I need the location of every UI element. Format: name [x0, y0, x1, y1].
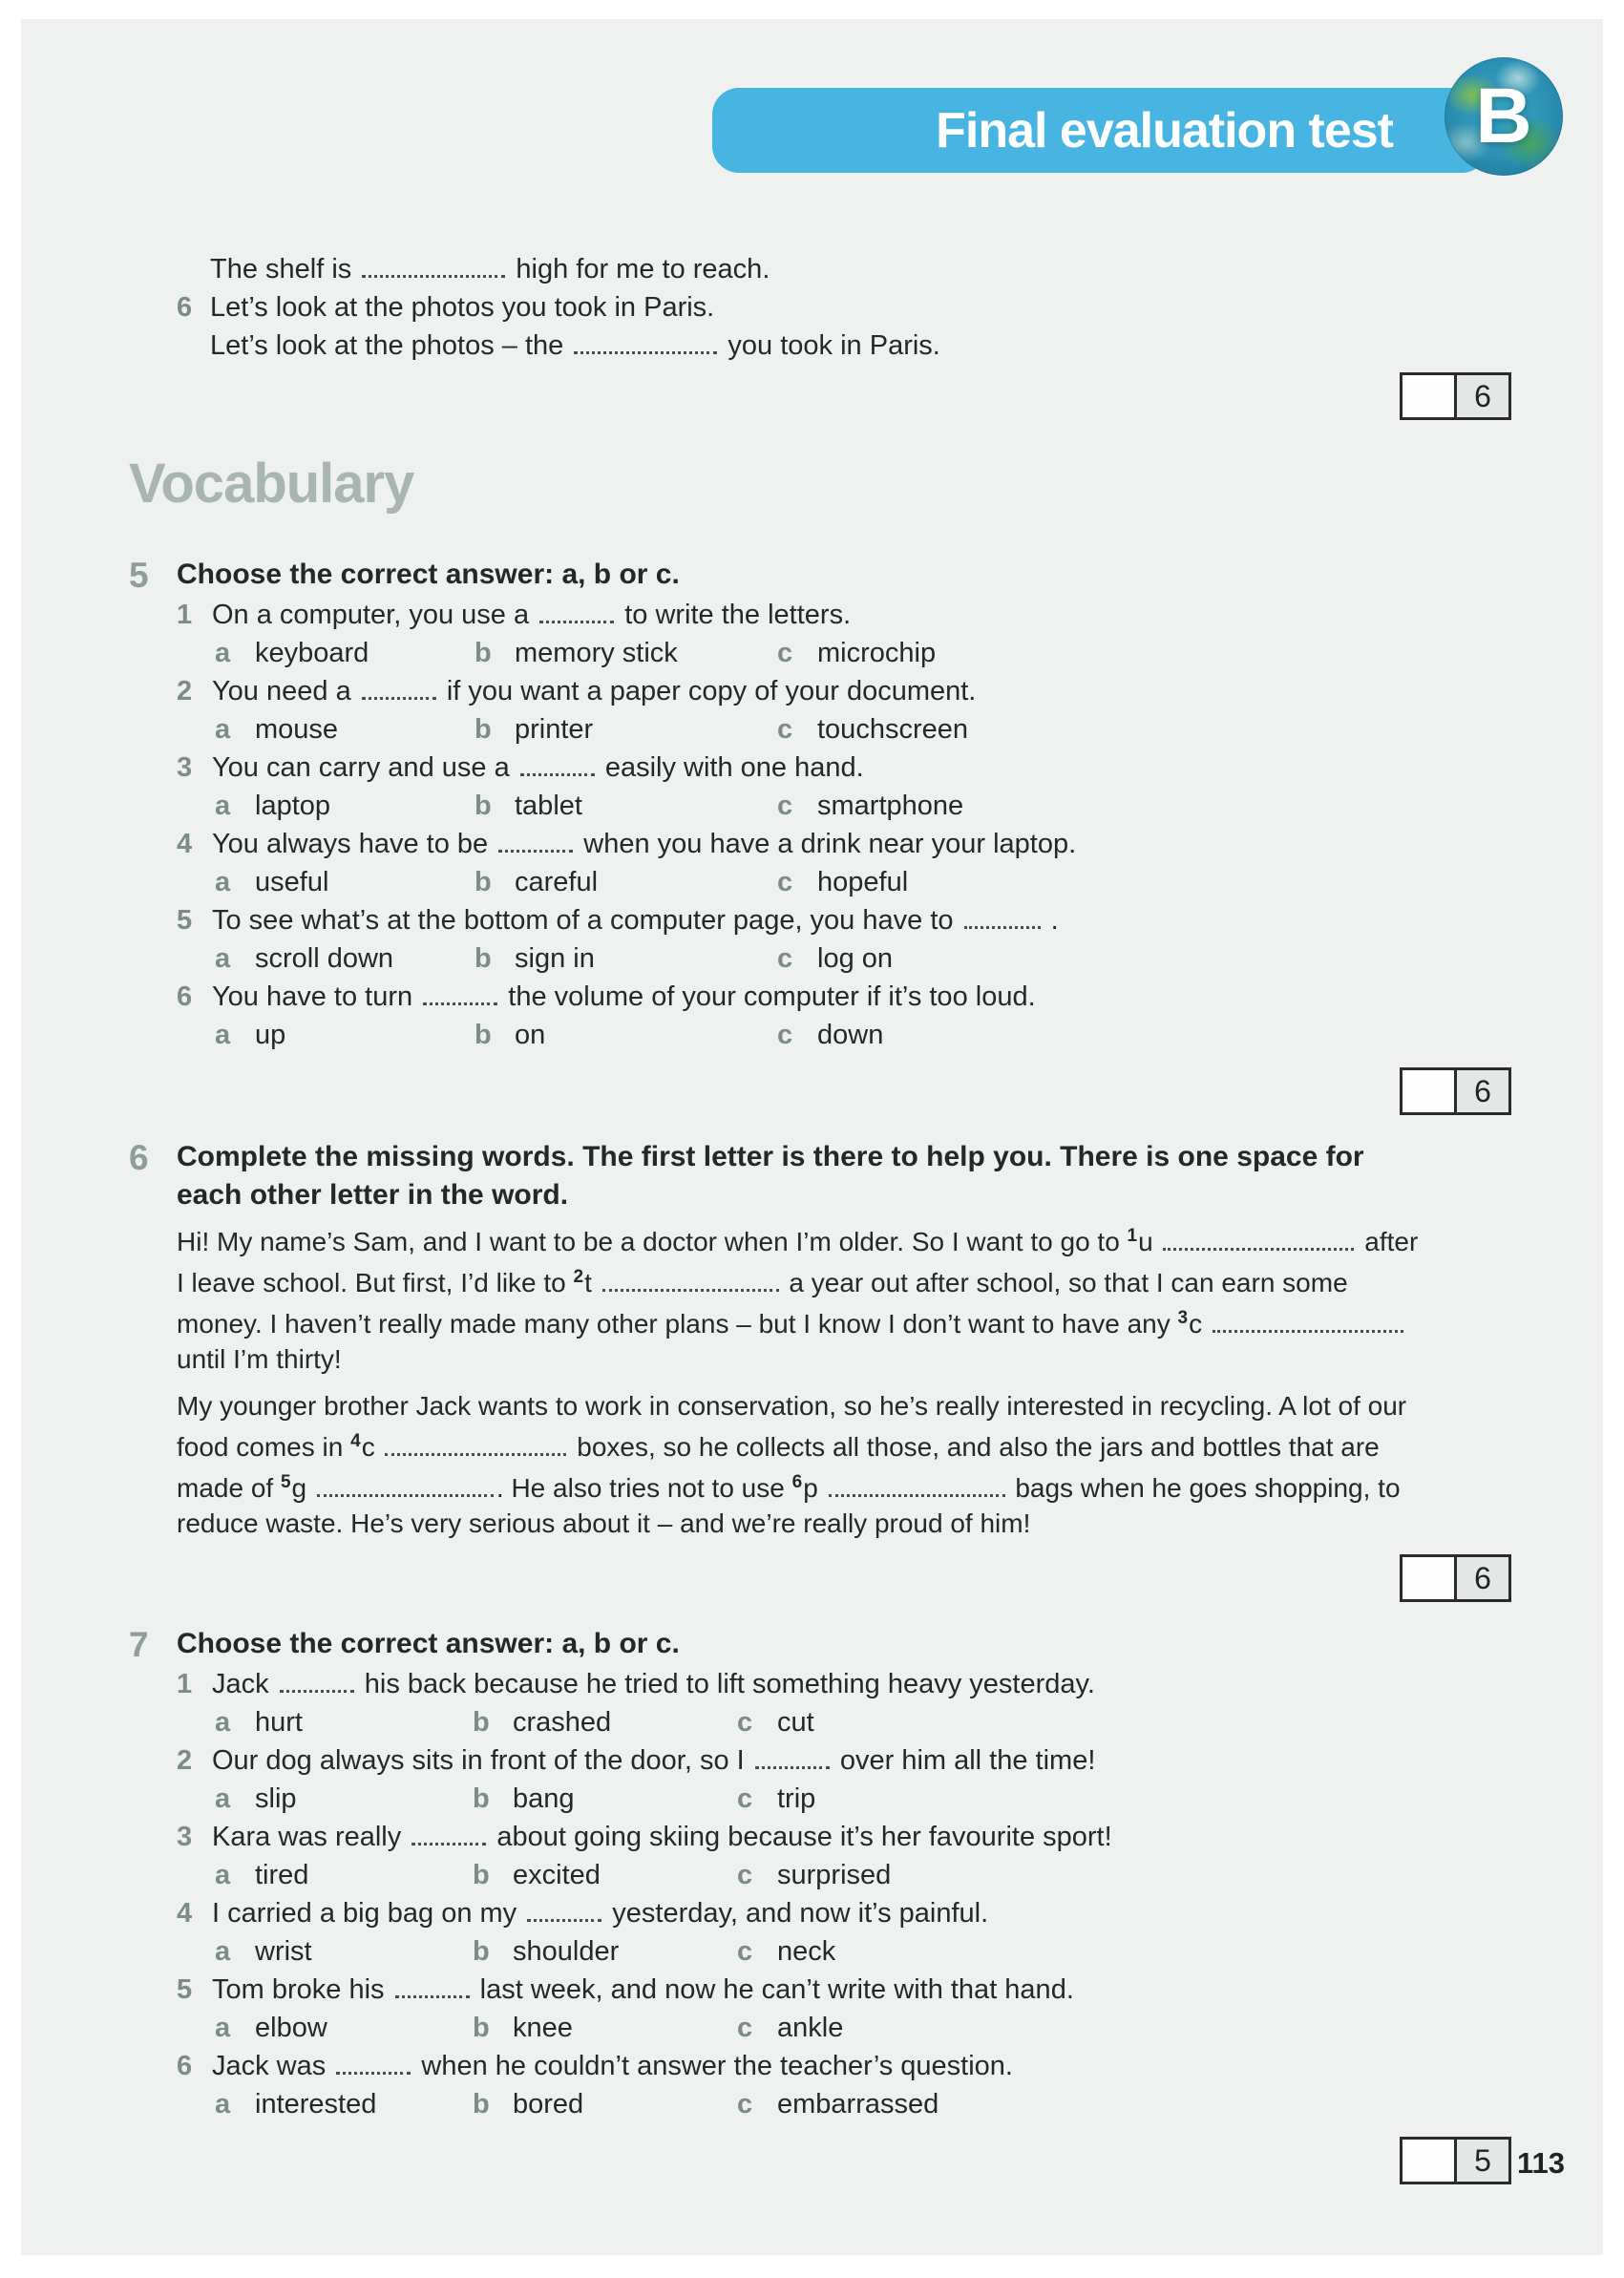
answer-blank	[498, 850, 573, 853]
question-text: Our dog always sits in front of the door, so I over him all the time!	[212, 1745, 1096, 1776]
answer-blank	[755, 1766, 830, 1769]
question	[177, 2047, 1603, 2123]
question-number: 2	[177, 676, 193, 707]
option-word: smartphone	[817, 791, 964, 821]
option-word: cut	[777, 1707, 814, 1738]
score-box	[1400, 372, 1511, 420]
option-word: neck	[777, 1936, 836, 1967]
score-max-cell: 6	[1454, 1070, 1508, 1112]
exercise-number: 7	[129, 1625, 149, 1664]
option-letter: b	[475, 791, 492, 821]
options-row	[177, 939, 1603, 978]
option-c	[737, 1932, 1603, 1971]
option-letter: b	[473, 2089, 490, 2120]
section-heading-vocabulary: Vocabulary	[129, 453, 414, 515]
answer-blank	[829, 1494, 1005, 1497]
answer-blank	[527, 1919, 601, 1922]
page-title: Final evaluation test	[936, 102, 1393, 158]
options-row	[177, 1856, 1603, 1894]
option-b	[475, 939, 777, 978]
option-letter: a	[215, 1783, 231, 1814]
exercise-7	[129, 1625, 1603, 2123]
question-number: 4	[177, 1898, 193, 1929]
option-letter: a	[215, 2089, 231, 2120]
option-letter: b	[473, 1707, 490, 1738]
question-number: 6	[177, 2051, 193, 2081]
option-letter: a	[215, 943, 231, 974]
option-c	[777, 863, 1603, 901]
item-number: 6	[177, 292, 193, 323]
option-c	[737, 2009, 1603, 2047]
exercise-5	[129, 556, 1603, 1054]
option-letter: b	[475, 867, 492, 897]
question	[177, 978, 1603, 1054]
option-a	[215, 1703, 473, 1741]
exercise-number: 6	[129, 1138, 149, 1177]
option-a	[215, 787, 475, 825]
option-c	[777, 787, 1603, 825]
options-row	[177, 710, 1603, 749]
line-text: Let’s look at the photos – the you took in Paris.	[210, 330, 940, 361]
option-letter: b	[473, 1860, 490, 1890]
test-title-banner	[712, 88, 1488, 173]
option-a	[215, 1780, 473, 1818]
option-c	[737, 1856, 1603, 1894]
score-row	[21, 1067, 1603, 1115]
question	[177, 1894, 1603, 1971]
answer-blank	[411, 1843, 486, 1846]
option-word: up	[255, 1020, 286, 1050]
answer-blank	[964, 926, 1041, 929]
option-word: on	[515, 1020, 546, 1050]
option-letter: b	[473, 1783, 490, 1814]
option-letter: a	[215, 867, 231, 897]
option-letter: b	[475, 943, 492, 974]
option-a	[215, 2009, 473, 2047]
option-letter: a	[215, 1707, 231, 1738]
option-word: scroll down	[255, 943, 394, 974]
option-c	[737, 2085, 1603, 2123]
option-word: ankle	[777, 2013, 844, 2043]
score-max-cell: 5	[1454, 2140, 1508, 2182]
option-letter: c	[737, 1707, 753, 1738]
exercise-header	[129, 1625, 1603, 1665]
option-c	[777, 634, 1603, 672]
option-c	[777, 939, 1603, 978]
option-letter: c	[737, 1860, 753, 1890]
option-letter: c	[737, 2013, 753, 2043]
option-letter: c	[737, 1783, 753, 1814]
question-text: You need a if you want a paper copy of your document.	[212, 676, 977, 707]
option-word: hopeful	[817, 867, 909, 897]
option-letter: c	[777, 791, 793, 821]
question	[177, 1741, 1603, 1818]
options-row	[177, 1016, 1603, 1054]
option-word: sign in	[515, 943, 595, 974]
answer-blank	[520, 773, 595, 776]
option-a	[215, 863, 475, 901]
option-word: embarrassed	[777, 2089, 939, 2120]
question	[177, 749, 1603, 825]
exercise-instruction: Choose the correct answer: a, b or c.	[177, 1628, 680, 1659]
superscript-number: 5	[280, 1472, 291, 1492]
option-word: bored	[513, 2089, 584, 2120]
question-number: 2	[177, 1745, 193, 1776]
option-word: bang	[513, 1783, 575, 1814]
score-box	[1400, 2137, 1511, 2184]
answer-blank	[602, 1289, 779, 1292]
answer-blank	[1213, 1330, 1403, 1333]
page-number: 113	[1516, 2146, 1565, 2180]
question	[177, 901, 1603, 978]
superscript-number: 2	[573, 1267, 584, 1287]
option-letter: b	[473, 2013, 490, 2043]
option-letter: a	[215, 714, 231, 745]
option-word: knee	[513, 2013, 573, 2043]
question-number: 1	[177, 600, 193, 630]
option-b	[473, 1703, 737, 1741]
option-word: mouse	[255, 714, 339, 745]
option-word: surprised	[777, 1860, 892, 1890]
option-a	[215, 1016, 475, 1054]
option-a	[215, 634, 475, 672]
option-letter: a	[215, 638, 231, 668]
numbered-line	[177, 288, 1603, 327]
option-c	[737, 1703, 1603, 1741]
level-b-badge	[1445, 57, 1563, 176]
answer-blank	[385, 1453, 566, 1456]
options-row	[177, 787, 1603, 825]
option-b	[475, 1016, 777, 1054]
exercise-body	[177, 1665, 1603, 2123]
question-number: 3	[177, 1822, 193, 1852]
options-row	[177, 1780, 1603, 1818]
question-number: 1	[177, 1669, 193, 1699]
option-word: careful	[515, 867, 599, 897]
exercise-6	[129, 1138, 1603, 1541]
option-c	[777, 710, 1603, 749]
option-c	[737, 1780, 1603, 1818]
option-word: wrist	[255, 1936, 312, 1967]
answer-blank	[362, 697, 436, 700]
option-word: crashed	[513, 1707, 612, 1738]
question-text: On a computer, you use a to write the letters.	[212, 600, 852, 630]
question-text: You always have to be when you have a drink near your laptop.	[212, 829, 1077, 859]
question-number: 6	[177, 981, 193, 1012]
score-box	[1400, 1554, 1511, 1602]
answer-blank	[539, 621, 614, 623]
score-row	[21, 1554, 1603, 1602]
option-a	[215, 939, 475, 978]
option-word: elbow	[255, 2013, 327, 2043]
option-b	[473, 1780, 737, 1818]
option-b	[475, 863, 777, 901]
option-word: microchip	[817, 638, 937, 668]
worksheet-page	[21, 19, 1603, 2255]
exercise-number: 5	[129, 556, 149, 595]
option-letter: c	[777, 714, 793, 745]
line-text: Let’s look at the photos you took in Paris.	[210, 292, 715, 323]
score-input-cell	[1403, 1070, 1454, 1112]
question-text: To see what’s at the bottom of a computer page, you have to .	[212, 905, 1059, 936]
answer-blank	[362, 275, 505, 278]
option-letter: c	[777, 943, 793, 974]
option-letter: a	[215, 791, 231, 821]
options-row	[177, 634, 1603, 672]
exercise-header	[129, 556, 1603, 596]
option-letter: b	[475, 714, 492, 745]
option-a	[215, 1856, 473, 1894]
option-b	[475, 634, 777, 672]
option-letter: c	[737, 2089, 753, 2120]
option-letter: a	[215, 1020, 231, 1050]
score-row	[21, 2137, 1603, 2184]
option-word: trip	[777, 1783, 816, 1814]
option-b	[473, 2085, 737, 2123]
option-b	[473, 1856, 737, 1894]
option-word: log on	[817, 943, 894, 974]
superscript-number: 3	[1177, 1308, 1189, 1328]
score-input-cell	[1403, 375, 1454, 417]
option-letter: a	[215, 1936, 231, 1967]
option-word: touchscreen	[817, 714, 968, 745]
score-input-cell	[1403, 2140, 1454, 2182]
example-line	[177, 250, 1603, 288]
option-letter: b	[475, 638, 492, 668]
line-text: The shelf is high for me to reach.	[210, 254, 770, 285]
question	[177, 1665, 1603, 1741]
answer-blank	[336, 2072, 411, 2075]
option-a	[215, 2085, 473, 2123]
option-letter: c	[737, 1936, 753, 1967]
option-letter: c	[777, 638, 793, 668]
score-input-cell	[1403, 1557, 1454, 1599]
question-text: You have to turn the volume of your computer if it’s too loud.	[212, 981, 1036, 1012]
exercise-header	[129, 1138, 1603, 1214]
question	[177, 825, 1603, 901]
option-word: slip	[255, 1783, 297, 1814]
score-row	[21, 372, 1603, 420]
question-text: Tom broke his last week, and now he can’t write with that hand.	[212, 1974, 1074, 2005]
option-b	[475, 710, 777, 749]
gap-fill-paragraph: Hi! My name’s Sam, and I want to be a doctor when I’m older. So I want to go to $^1$u after I leave school. But first, I’d like to $^2$t a year out after school, so that I can earn some money. I haven’t really made many other plans – but I know I don’t want to have any $^3$c until I’m thirty!	[177, 1226, 1419, 1374]
option-word: memory stick	[515, 638, 678, 668]
score-max-cell: 6	[1454, 1557, 1508, 1599]
option-b	[475, 787, 777, 825]
option-letter: b	[473, 1936, 490, 1967]
option-word: interested	[255, 2089, 377, 2120]
option-a	[215, 710, 475, 749]
option-word: laptop	[255, 791, 331, 821]
options-row	[177, 1703, 1603, 1741]
exercise-instruction: Choose the correct answer: a, b or c.	[177, 559, 680, 590]
answer-blank	[280, 1690, 354, 1693]
gap-fill-paragraph: My younger brother Jack wants to work in conservation, so he’s really interested in recycling. A lot of our food comes in $^4$c boxes, so he collects all those, and also the jars and bottles that are made of $^5$g . He also tries not to use $^6$p bags when he goes shopping, to reduce waste. He’s very serious about it – and we’re really proud of him!	[177, 1391, 1407, 1538]
superscript-number: 4	[350, 1431, 361, 1451]
option-word: excited	[513, 1860, 601, 1890]
score-box	[1400, 1067, 1511, 1115]
rewrite-line	[177, 327, 1603, 365]
question	[177, 1971, 1603, 2047]
option-word: tablet	[515, 791, 582, 821]
question-number: 5	[177, 1974, 193, 2005]
superscript-number: 1	[1127, 1226, 1138, 1246]
option-word: hurt	[255, 1707, 303, 1738]
exercise-body	[177, 1218, 1603, 1541]
option-word: useful	[255, 867, 329, 897]
exercise-instruction: Complete the missing words. The first letter is there to help you. There is one space for each other letter in the word.	[177, 1141, 1364, 1211]
question-number: 5	[177, 905, 193, 936]
question-text: Kara was really about going skiing because it’s her favourite sport!	[212, 1822, 1112, 1852]
score-max-cell: 6	[1454, 375, 1508, 417]
option-b	[473, 1932, 737, 1971]
question-number: 3	[177, 752, 193, 783]
option-letter: a	[215, 1860, 231, 1890]
option-word: printer	[515, 714, 594, 745]
option-letter: b	[475, 1020, 492, 1050]
question	[177, 596, 1603, 672]
question-text: I carried a big bag on my yesterday, and now it’s painful.	[212, 1898, 989, 1929]
answer-blank	[317, 1494, 494, 1497]
answer-blank	[423, 1002, 497, 1005]
options-row	[177, 2085, 1603, 2123]
option-word: keyboard	[255, 638, 369, 668]
option-word: shoulder	[513, 1936, 620, 1967]
answer-blank	[1163, 1248, 1354, 1251]
option-c	[777, 1016, 1603, 1054]
superscript-number: 6	[791, 1472, 803, 1492]
question	[177, 672, 1603, 749]
option-b	[473, 2009, 737, 2047]
option-letter: a	[215, 2013, 231, 2043]
options-row	[177, 863, 1603, 901]
options-row	[177, 1932, 1603, 1971]
question-text: You can carry and use a easily with one hand.	[212, 752, 864, 783]
answer-blank	[574, 351, 717, 354]
intro-section	[177, 250, 1603, 365]
question	[177, 1818, 1603, 1894]
answer-blank	[395, 1995, 470, 1998]
level-badge-letter: B	[1475, 73, 1532, 159]
exercise-body	[177, 596, 1603, 1054]
question-text: Jack his back because he tried to lift something heavy yesterday.	[212, 1669, 1095, 1699]
option-word: down	[817, 1020, 884, 1050]
question-text: Jack was when he couldn’t answer the teacher’s question.	[212, 2051, 1013, 2081]
option-letter: c	[777, 867, 793, 897]
option-word: tired	[255, 1860, 309, 1890]
options-row	[177, 2009, 1603, 2047]
question-number: 4	[177, 829, 193, 859]
option-letter: c	[777, 1020, 793, 1050]
option-a	[215, 1932, 473, 1971]
